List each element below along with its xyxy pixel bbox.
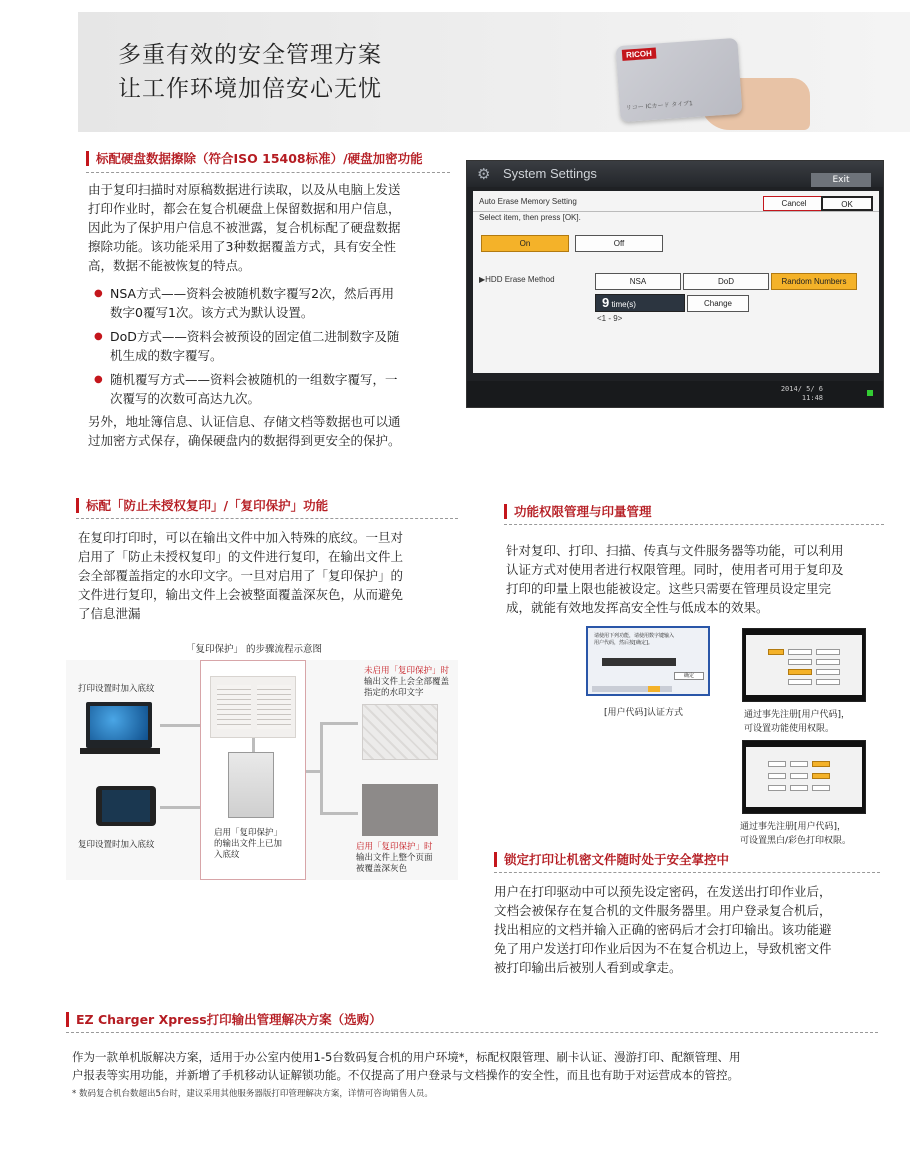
screen-title: System Settings bbox=[503, 166, 597, 181]
grid-cell[interactable] bbox=[768, 773, 786, 779]
text-line: 次覆写的次数可高达九次。 bbox=[110, 391, 261, 406]
flow-arrow bbox=[320, 812, 358, 815]
text-line: 通过事先注册[用户代码]， bbox=[740, 822, 847, 832]
setting-subtitle: Auto Erase Memory Setting bbox=[479, 197, 577, 206]
right-bottom-red-caption: 启用「复印保护」时 bbox=[356, 842, 433, 852]
ok-button[interactable]: OK bbox=[821, 196, 873, 211]
grid-cell[interactable] bbox=[816, 669, 840, 675]
text-block bbox=[217, 685, 251, 729]
text-line: 通过事先注册[用户代码]， bbox=[744, 710, 851, 720]
right-bottom-caption bbox=[356, 853, 433, 875]
exit-button[interactable]: Exit bbox=[811, 173, 871, 187]
gray-covered-document bbox=[362, 784, 438, 836]
pc-label: 打印设置时加入底纹 bbox=[78, 684, 155, 694]
grid-cell[interactable] bbox=[816, 649, 840, 655]
status-led bbox=[867, 390, 873, 396]
text-line: 启用「复印保护」 bbox=[214, 828, 283, 838]
text-line: ● 随机覆写方式——资料会被随机的一组数字覆写，一 bbox=[110, 372, 398, 387]
grid-cell[interactable] bbox=[768, 761, 786, 767]
grid-cell[interactable] bbox=[812, 785, 830, 791]
title-line-1: 多重有效的安全管理方案 bbox=[118, 42, 382, 68]
section-heading-hdd-erase: 标配硬盘数据擦除（符合ISO 15408标准）/硬盘加密功能 bbox=[86, 151, 423, 166]
screen-statusbar bbox=[467, 381, 883, 407]
date-text: 2014/ 5/ 6 bbox=[780, 385, 823, 393]
system-settings-screenshot bbox=[466, 160, 884, 408]
times-value: 9 bbox=[602, 295, 610, 310]
text-line: 针对复印、打印、扫描、传真与文件服务器等功能，可以利用 bbox=[506, 543, 844, 558]
monitor-image bbox=[86, 702, 152, 748]
flow-arrow bbox=[160, 724, 200, 727]
ic-card-image bbox=[615, 38, 742, 122]
times-input[interactable] bbox=[595, 294, 685, 312]
section5-paragraph bbox=[72, 1048, 888, 1084]
section4-paragraph bbox=[494, 882, 896, 977]
text-line: 过加密方式保存，确保硬盘内的数据得到更安全的保护。 bbox=[88, 433, 401, 448]
text-line: 可设置功能使用权限。 bbox=[744, 724, 835, 734]
text-line: 输出文件上整个页面 bbox=[356, 853, 433, 863]
grid-cell[interactable] bbox=[816, 679, 840, 685]
text-line: 用户在打印驱动中可以预先设定密码，在发送出打印作业后， bbox=[494, 884, 832, 899]
text-line: 免了用户发送打印作业后因为不在复合机边上，导致机密文件 bbox=[494, 941, 832, 956]
footnote: * 数码复合机台数超出5台时，建议采用其他服务器版打印管理解决方案，详情可咨询销售人员。 bbox=[72, 1089, 433, 1099]
grid-cell[interactable] bbox=[788, 659, 812, 665]
dialog-ok-button[interactable]: 确定 bbox=[674, 672, 704, 680]
text-line: 入底纹 bbox=[214, 850, 240, 860]
monitor-screen bbox=[90, 706, 148, 740]
flow-arrow bbox=[320, 722, 323, 814]
range-text: <1 - 9> bbox=[597, 314, 623, 323]
grid-cell[interactable] bbox=[768, 649, 784, 655]
text-line: 成，就能有效地发挥高安全性与低成本的效果。 bbox=[506, 600, 769, 615]
text-line: 数字0覆写1次。该方式为默认设置。 bbox=[110, 305, 314, 320]
text-line: 擦除功能。该功能采用了3种数据覆盖方式，具有安全性 bbox=[88, 239, 396, 254]
text-line: ● NSA方式——资料会被随机数字覆写2次，然后再用 bbox=[110, 286, 395, 301]
text-line: 了信息泄漏 bbox=[78, 606, 141, 621]
card-logo: RICOH bbox=[622, 48, 656, 61]
text-line: 文档会被保存在复合机的文件服务器里。用户登录复合机后， bbox=[494, 903, 832, 918]
right-top-caption bbox=[364, 677, 449, 699]
date-time bbox=[781, 385, 823, 403]
section1-paragraph-2 bbox=[88, 412, 458, 450]
text-line: 认证方式对使用者进行权限管理。同时，使用者可用于复印及 bbox=[506, 562, 844, 577]
text-line: 找出相应的文档并输入正确的密码后才会打印输出。该功能避 bbox=[494, 922, 832, 937]
title-line-2: 让工作环境加倍安心无忧 bbox=[118, 76, 382, 102]
printer-image bbox=[228, 752, 274, 818]
grid-cell[interactable] bbox=[768, 785, 786, 791]
permission-screen-1 bbox=[742, 628, 866, 702]
user-code-dialog bbox=[586, 626, 710, 696]
text-line: 可设置黑白/彩色打印权限。 bbox=[740, 836, 852, 846]
flow-diagram-title: 「复印保护」 的步骤流程示意图 bbox=[186, 644, 323, 655]
text-line: ● DoD方式——资料会被预设的固定值二进制数字及随 bbox=[110, 329, 400, 344]
grid-cell[interactable] bbox=[788, 669, 812, 675]
right-top-red-caption: 未启用「复印保护」时 bbox=[364, 666, 450, 676]
dialog-footer-selected[interactable] bbox=[648, 686, 660, 692]
grid-cell[interactable] bbox=[812, 761, 830, 767]
nsa-button[interactable]: NSA bbox=[595, 273, 681, 290]
section3-paragraph bbox=[506, 541, 902, 617]
flow-arrow bbox=[252, 738, 255, 752]
card-text: リコー ICカード タイプ1 bbox=[625, 100, 694, 112]
divider bbox=[66, 1032, 878, 1033]
permission-screen-content bbox=[746, 635, 862, 695]
erase-method-list bbox=[88, 284, 458, 413]
grid-cell[interactable] bbox=[790, 761, 808, 767]
text-line: 因此为了保护用户信息不被泄露，复合机标配了硬盘数据 bbox=[88, 220, 401, 235]
list-item bbox=[88, 284, 458, 322]
grid-cell[interactable] bbox=[812, 773, 830, 779]
section-heading-ez-charger: EZ Charger Xpress打印输出管理解决方案（选购） bbox=[66, 1012, 382, 1027]
page-title bbox=[118, 38, 382, 106]
text-line: 打印的印量上限也能被设定。这些只需要在管理员设定里完 bbox=[506, 581, 832, 596]
section1-paragraph bbox=[88, 180, 458, 275]
random-numbers-button[interactable]: Random Numbers bbox=[771, 273, 857, 290]
settings-panel bbox=[473, 191, 879, 373]
text-line: 高，数据不能被恢复的特点。 bbox=[88, 258, 251, 273]
grid-cell[interactable] bbox=[790, 773, 808, 779]
text-line: 被打印输出后被别人看到或拿走。 bbox=[494, 960, 682, 975]
text-block bbox=[257, 685, 291, 729]
section-heading-copy-protect: 标配「防止未授权复印」/「复印保护」功能 bbox=[76, 498, 328, 513]
user-code-caption: [用户代码]认证方式 bbox=[604, 708, 684, 718]
text-line: 在复印打印时，可以在输出文件中加入特殊的底纹。一旦对 bbox=[78, 530, 404, 545]
gear-icon: ⚙ bbox=[477, 165, 491, 183]
text-line: 启用了「防止未授权复印」的文件进行复印，在输出文件上 bbox=[78, 549, 404, 564]
dialog-footer bbox=[592, 686, 672, 692]
dod-button[interactable]: DoD bbox=[683, 273, 769, 290]
text-line: 指定的水印文字 bbox=[364, 688, 424, 698]
off-button[interactable]: Off bbox=[575, 235, 663, 252]
instruction-text: Select item, then press [OK]. bbox=[479, 213, 581, 222]
permission-caption-1 bbox=[744, 708, 850, 736]
dialog-text bbox=[594, 633, 674, 647]
center-caption bbox=[214, 828, 282, 861]
grid-cell[interactable] bbox=[788, 679, 812, 685]
text-line: 文件进行复印，输出文件上会被整面覆盖深灰色，从而避免 bbox=[78, 587, 404, 602]
keyboard-image bbox=[80, 748, 160, 754]
text-line: 打印作业时，都会在复合机硬盘上保留数据和用户信息， bbox=[88, 201, 401, 216]
permission-screen-content bbox=[746, 747, 862, 807]
divider bbox=[473, 211, 879, 212]
cancel-button[interactable]: Cancel bbox=[763, 196, 825, 211]
text-line: 被覆盖深灰色 bbox=[356, 864, 408, 874]
text-line: 的输出文件上已加 bbox=[214, 839, 283, 849]
watermarked-document bbox=[362, 704, 438, 760]
times-unit: time(s) bbox=[611, 300, 636, 309]
erase-method-label: ▶HDD Erase Method bbox=[479, 275, 555, 284]
divider bbox=[86, 172, 450, 173]
grid-cell[interactable] bbox=[816, 659, 840, 665]
permission-screen-2 bbox=[742, 740, 866, 814]
section2-paragraph bbox=[78, 528, 468, 623]
document-with-pattern bbox=[210, 676, 296, 738]
text-line: 用户代码，然后按[确定]。 bbox=[594, 640, 653, 646]
permission-caption-2 bbox=[740, 820, 851, 848]
text-line: 由于复印扫描时对原稿数据进行读取，以及从电脑上发送 bbox=[88, 182, 401, 197]
grid-cell[interactable] bbox=[788, 649, 812, 655]
text-line: 输出文件上会全部覆盖 bbox=[364, 677, 450, 687]
tablet-screen bbox=[102, 790, 150, 822]
text-line: 请使用下列功能，请使用数字键输入 bbox=[594, 633, 675, 639]
tablet-image bbox=[96, 786, 156, 826]
list-item bbox=[88, 370, 458, 408]
time-text: 11:48 bbox=[801, 394, 823, 402]
flow-arrow bbox=[320, 722, 358, 725]
divider bbox=[494, 872, 880, 873]
text-line: 另外，地址簿信息、认证信息、存储文档等数据也可以通 bbox=[88, 414, 401, 429]
text-line: 作为一款单机版解决方案，适用于办公室内使用1-5台数码复合机的用户环境*，标配权限管理、刷卡认证、漫游打印、配额管理、用 bbox=[72, 1050, 741, 1064]
grid-cell[interactable] bbox=[790, 785, 808, 791]
text-line: 户报表等实用功能，并新增了手机移动认证解锁功能。不仅提高了用户登录与文档操作的安全性，而且也有助于对运营成本的管控。 bbox=[72, 1068, 739, 1082]
list-item bbox=[88, 327, 458, 365]
text-line: 会全部覆盖指定的水印文字。一旦对启用了「复印保护」的 bbox=[78, 568, 404, 583]
divider bbox=[76, 518, 458, 519]
divider bbox=[504, 524, 884, 525]
section-heading-locked-print: 锁定打印让机密文件随时处于安全掌控中 bbox=[494, 852, 729, 867]
text-line: 机生成的数字覆写。 bbox=[110, 348, 223, 363]
section-heading-permissions: 功能权限管理与印量管理 bbox=[504, 504, 652, 519]
tablet-label: 复印设置时加入底纹 bbox=[78, 840, 155, 850]
flow-arrow bbox=[160, 806, 200, 809]
code-input[interactable] bbox=[602, 658, 676, 666]
on-button[interactable]: On bbox=[481, 235, 569, 252]
change-button[interactable]: Change bbox=[687, 295, 749, 312]
